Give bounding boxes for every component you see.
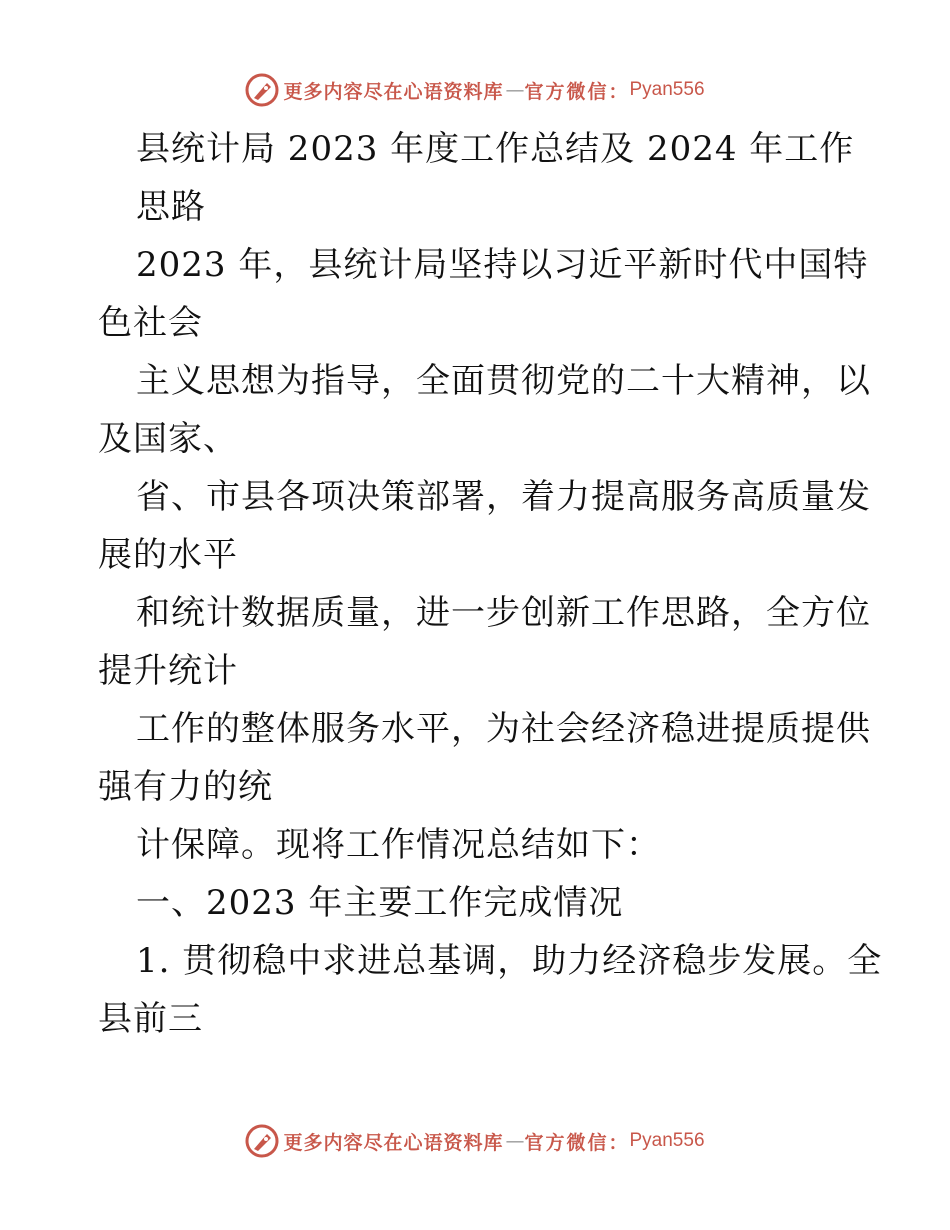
watermark-brand: 更多内容尽在心语资料库 <box>283 80 504 103</box>
paragraph-line: 计保障。现将工作情况总结如下： <box>136 825 661 865</box>
paragraph-line: 1. 贯彻稳中求进总基调，助力经济稳步发展。全 <box>136 941 883 981</box>
document-body <box>98 120 883 1048</box>
paragraph-line: 提升统计 <box>98 651 238 691</box>
paragraph-line: 及国家、 <box>98 419 238 459</box>
paragraph-line: 工作的整体服务水平，为社会经济稳进提质提供 <box>136 709 871 749</box>
pen-nib-logo-icon <box>245 1124 279 1158</box>
paragraph-line: 展的水平 <box>98 535 238 575</box>
paragraph-line: 和统计数据质量，进一步创新工作思路，全方位 <box>136 593 871 633</box>
watermark-wechat-label: 官方微信： <box>524 1131 630 1154</box>
watermark-header <box>0 70 950 110</box>
watermark-separator: — <box>505 1130 525 1152</box>
paragraph-line: 省、市县各项决策部署，着力提高服务高质量发 <box>136 477 871 517</box>
paragraph-line: 强有力的统 <box>98 767 273 807</box>
watermark-footer <box>0 1121 950 1161</box>
doc-title-line-1: 县统计局 2023 年度工作总结及 2024 年工作 <box>136 129 855 169</box>
paragraph-line: 主义思想为指导，全面贯彻党的二十大精神，以 <box>136 361 871 401</box>
section-heading: 一、2023 年主要工作完成情况 <box>136 883 624 923</box>
watermark-wechat-id: Pyan556 <box>629 1130 705 1151</box>
doc-title-line-2: 思路 <box>136 187 206 227</box>
watermark-wechat-label: 官方微信： <box>524 80 630 103</box>
paragraph-line: 2023 年，县统计局坚持以习近平新时代中国特 <box>136 245 869 285</box>
paragraph-line: 县前三 <box>98 999 203 1039</box>
watermark-wechat-id: Pyan556 <box>629 79 705 100</box>
paragraph-line: 色社会 <box>98 303 203 343</box>
watermark-brand: 更多内容尽在心语资料库 <box>283 1131 504 1154</box>
pen-nib-logo-icon <box>245 73 279 107</box>
watermark-separator: — <box>505 79 525 101</box>
